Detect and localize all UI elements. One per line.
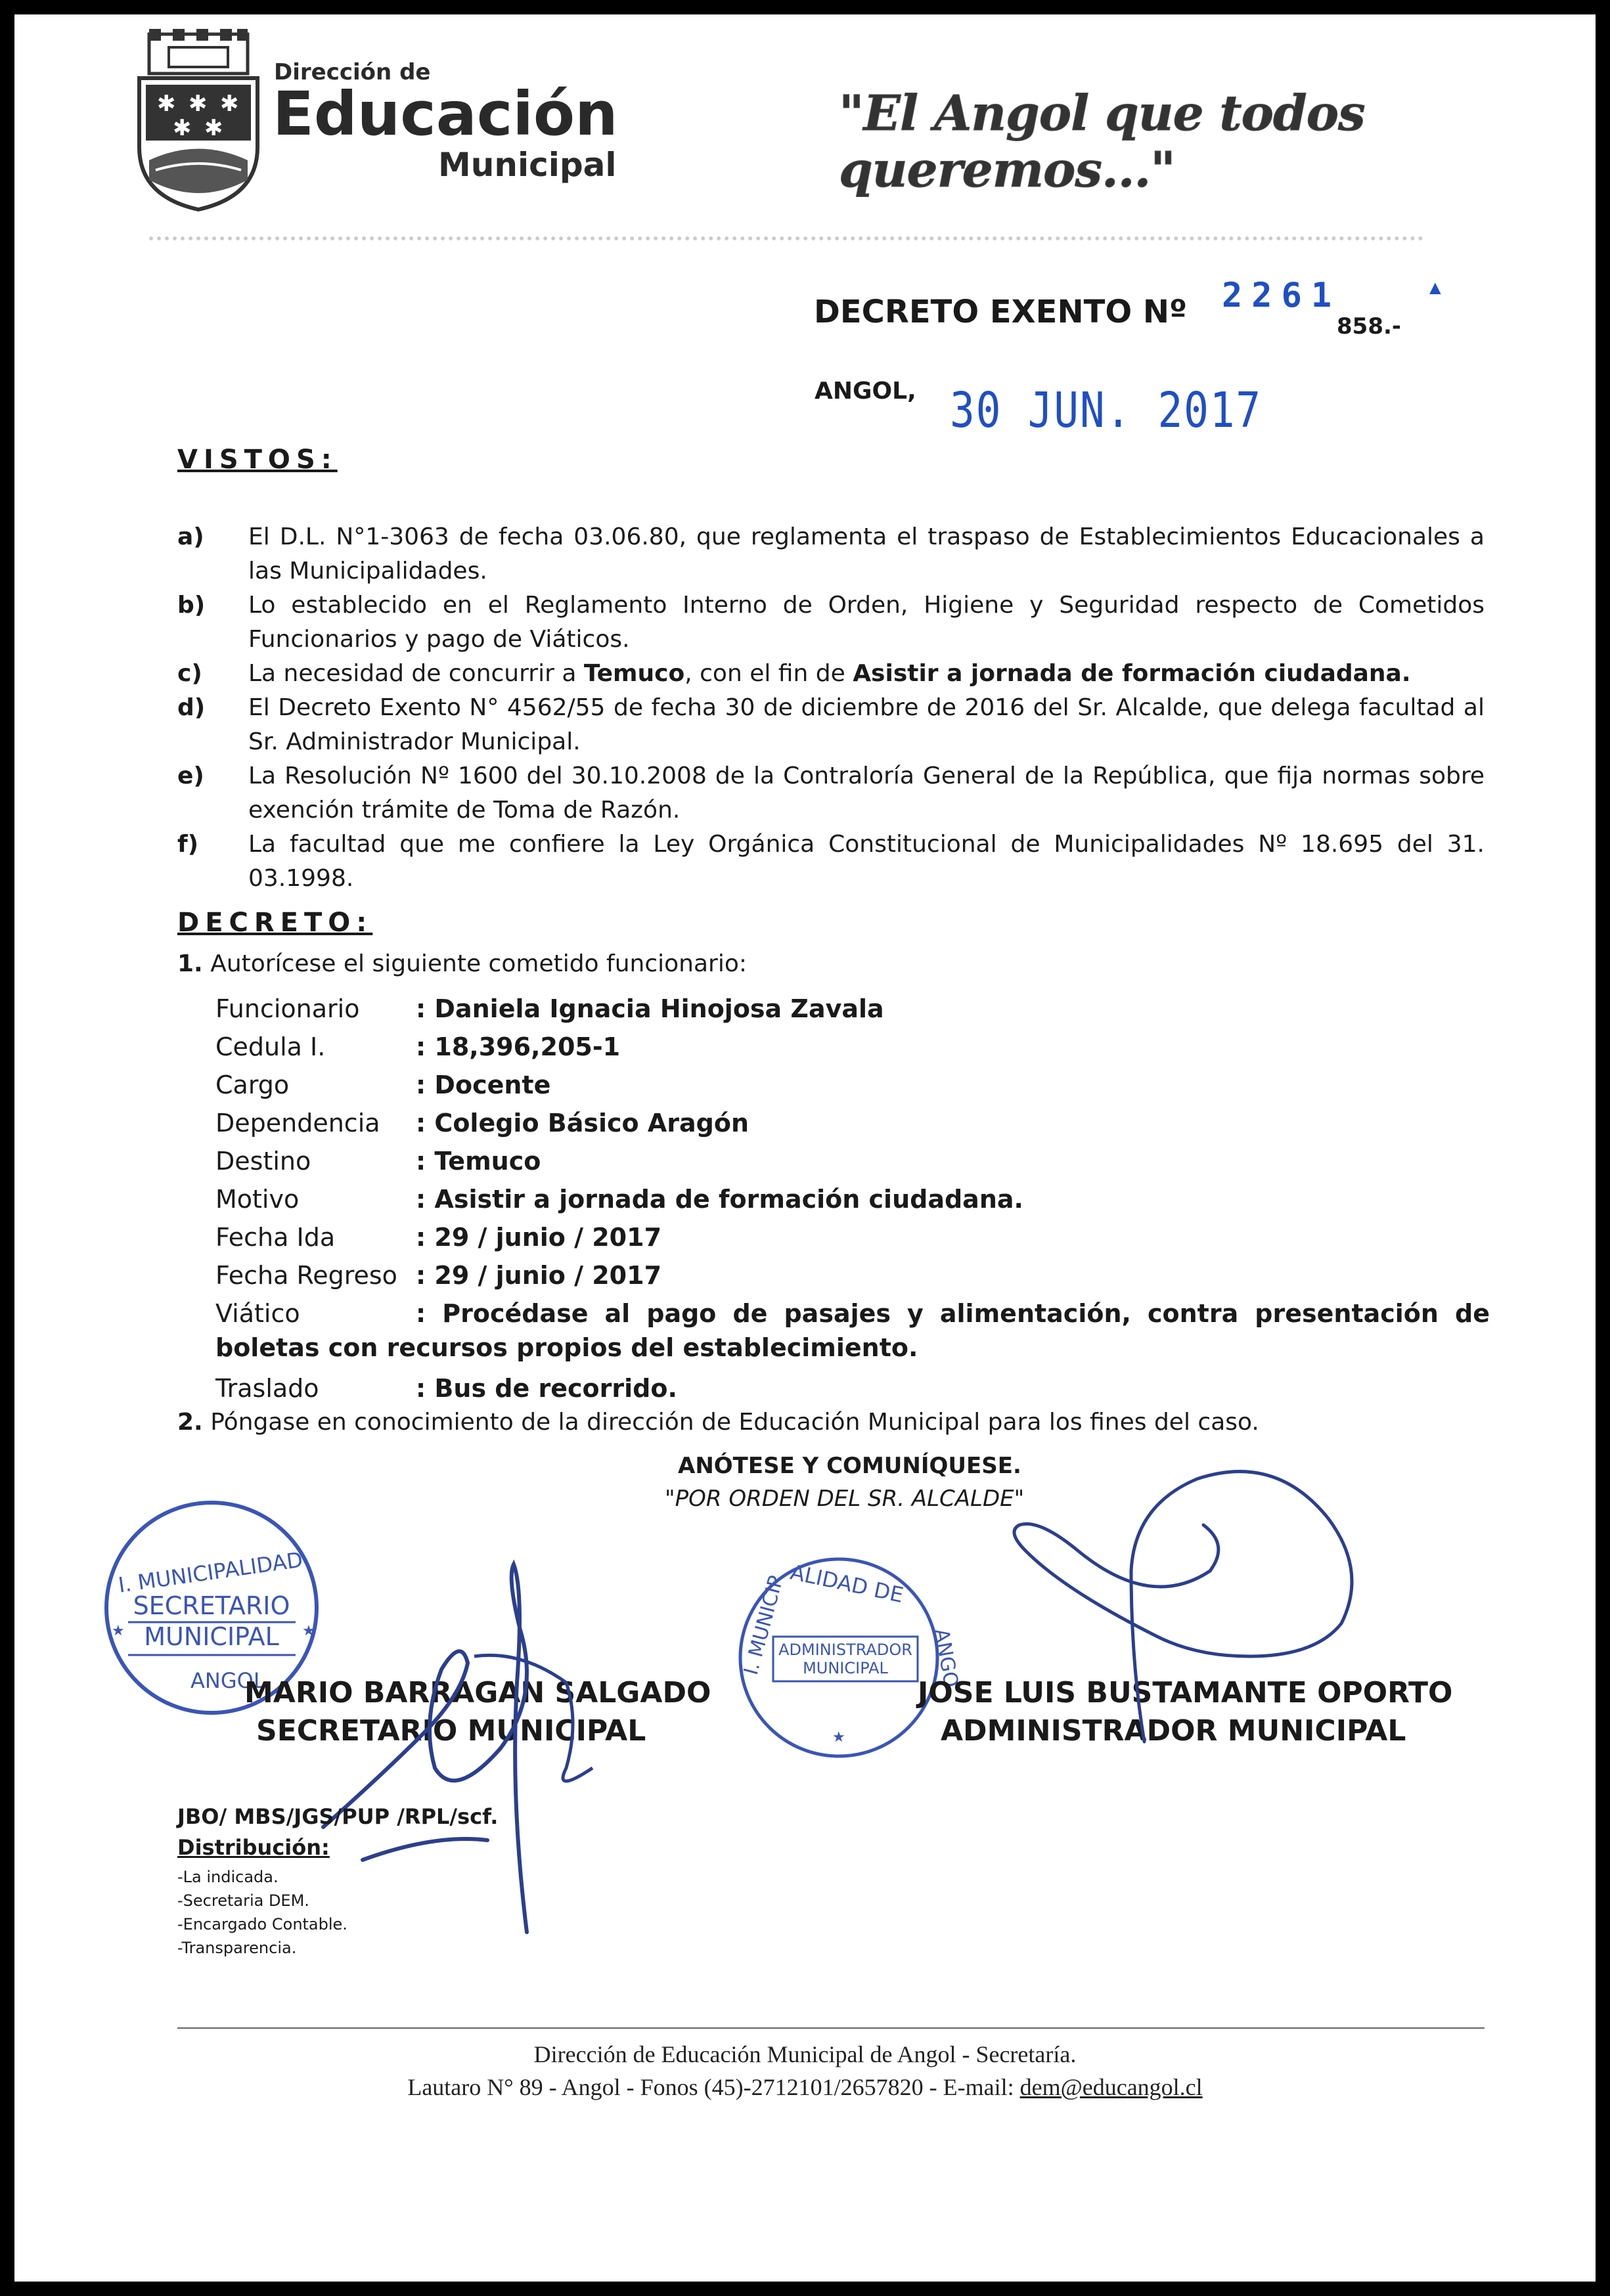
- signer-left-title: SECRETARIO MUNICIPAL: [256, 1714, 646, 1748]
- signer-right-name: JOSE LUIS BUSTAMANTE OPORTO: [918, 1676, 1453, 1710]
- svg-text:★: ★: [832, 1729, 845, 1745]
- field-destino: Destino : Temuco: [215, 1147, 541, 1176]
- svg-text:✱: ✱: [189, 91, 208, 117]
- logo-line-1: Dirección de: [274, 59, 431, 85]
- field-traslado: Traslado : Bus de recorrido.: [215, 1374, 677, 1403]
- field-cargo: Cargo : Docente: [215, 1071, 551, 1099]
- logo-line-2: Educación: [273, 79, 618, 149]
- vistos-item: c) La necesidad de concurrir a Temuco, con el fin de Asistir a jornada de formación ciudadana.: [177, 660, 1411, 687]
- svg-text:ANGOL: ANGOL: [190, 1668, 265, 1693]
- svg-text:MUNICIPAL: MUNICIPAL: [144, 1622, 279, 1651]
- field-dependencia: Dependencia : Colegio Básico Aragón: [215, 1109, 749, 1137]
- distribution-item: -Secretaria DEM.: [177, 1891, 309, 1910]
- decree-title: DECRETO EXENTO Nº: [814, 294, 1188, 330]
- administrador-municipal-seal: [721, 1545, 963, 1775]
- distribution-item: -Encargado Contable.: [177, 1915, 347, 1933]
- footer-line-1: Dirección de Educación Municipal de Angol - Secretaría.: [533, 2041, 1077, 2067]
- footer-line-2: Lautaro N° 89 - Angol - Fonos (45)-2712101/2657820 - E-mail: dem@educangol.cl: [407, 2074, 1203, 2100]
- distribution-item: -Transparencia.: [177, 1939, 297, 1957]
- vistos-item: e) La Resolución Nº 1600 del 30.10.2008 de la Contraloría General de la República, que fija normas sobre exención trámite de Toma de Razón.: [177, 762, 1485, 824]
- decreto-heading: DECRETO:: [177, 908, 373, 938]
- signature-left: [303, 1551, 711, 1939]
- logo-line-3: Municipal: [438, 146, 617, 184]
- field-viatico: Viático : Procédase al pago de pasajes y alimentación, contra presentación de boletas con recursos propios del establecimiento.: [215, 1299, 1490, 1362]
- place-label: ANGOL,: [815, 378, 916, 405]
- field-fecha-ida: Fecha Ida : 29 / junio / 2017: [215, 1223, 662, 1252]
- motto: "El Angol que todos queremos...": [839, 85, 1365, 198]
- vistos-list: [177, 520, 1485, 896]
- signer-left-name: MARIO BARRAGAN SALGADO: [244, 1676, 711, 1710]
- signer-right-title: ADMINISTRADOR MUNICIPAL: [941, 1714, 1406, 1748]
- distribution-heading: Distribución:: [177, 1835, 330, 1860]
- field-cedula: Cedula I. : 18,396,205-1: [215, 1032, 621, 1061]
- svg-text:✱: ✱: [157, 91, 176, 117]
- svg-text:ALIDAD DE: ALIDAD DE: [788, 1559, 906, 1608]
- svg-text:★: ★: [112, 1622, 125, 1639]
- typed-decree-number: 858.-: [1337, 313, 1401, 340]
- svg-text:ANGO: ANGO: [929, 1627, 963, 1689]
- svg-text:MUNICIPAL: MUNICIPAL: [803, 1659, 888, 1677]
- vistos-heading: VISTOS:: [177, 445, 338, 475]
- svg-text:I. MUNICIP: I. MUNICIP: [739, 1573, 788, 1678]
- closing-authority: "POR ORDEN DEL SR. ALCALDE": [665, 1486, 1025, 1512]
- vistos-item: d) El Decreto Exento N° 4562/55 de fecha 30 de diciembre de 2016 del Sr. Alcalde, que delega facultad al Sr. Administrador Municipal.: [177, 694, 1485, 755]
- header-separator: [149, 236, 1423, 240]
- angol-coat-of-arms-logo: [129, 29, 267, 213]
- svg-text:★: ★: [302, 1622, 315, 1639]
- closing-formula: ANÓTESE Y COMUNÍQUESE.: [678, 1453, 1021, 1479]
- vistos-item: a) El D.L. N°1-3063 de fecha 03.06.80, que reglamenta el traspaso de Establecimientos Educacionales a las Municipalidades.: [177, 523, 1485, 585]
- field-motivo: Motivo : Asistir a jornada de formación ciudadana.: [215, 1185, 1023, 1214]
- stamped-date: 30 JUN. 2017: [950, 382, 1262, 439]
- vistos-item: f) La facultad que me confiere la Ley Orgánica Constitucional de Municipalidades Nº 18.695 del 31. 03.1998.: [177, 831, 1485, 892]
- decreto-point-1: 1. Autorícese el siguiente cometido funcionario:: [177, 950, 747, 977]
- svg-text:I. MUNICIPALIDAD: I. MUNICIPALIDAD: [116, 1547, 305, 1598]
- initials-line: JBO/ MBS/JGS/PUP /RPL/scf.: [177, 1804, 499, 1829]
- decreto-point-2: 2. Póngase en conocimiento de la dirección de Educación Municipal para los fines del caso.: [177, 1409, 1259, 1436]
- svg-text:ADMINISTRADOR: ADMINISTRADOR: [778, 1641, 912, 1659]
- distribution-item: -La indicada.: [177, 1868, 279, 1886]
- field-funcionario: Funcionario : Daniela Ignacia Hinojosa Zavala: [215, 994, 884, 1023]
- svg-text:✱: ✱: [204, 115, 223, 141]
- signature-right: [1000, 1440, 1407, 1748]
- stamped-decree-number: 2261: [1222, 276, 1341, 315]
- svg-text:SECRETARIO: SECRETARIO: [133, 1591, 290, 1620]
- svg-text:✱: ✱: [220, 91, 239, 117]
- footer-rule: [177, 2027, 1485, 2029]
- document-page: [14, 14, 1596, 2282]
- svg-text:✱: ✱: [173, 115, 192, 141]
- stamp-mark: ▲: [1425, 277, 1445, 299]
- footer-email-link[interactable]: dem@educangol.cl: [1019, 2074, 1203, 2100]
- field-fecha-regreso: Fecha Regreso : 29 / junio / 2017: [215, 1261, 662, 1290]
- vistos-item: b) Lo establecido en el Reglamento Interno de Orden, Higiene y Seguridad respecto de Cometidos Funcionarios y pago de Viáticos.: [177, 592, 1485, 653]
